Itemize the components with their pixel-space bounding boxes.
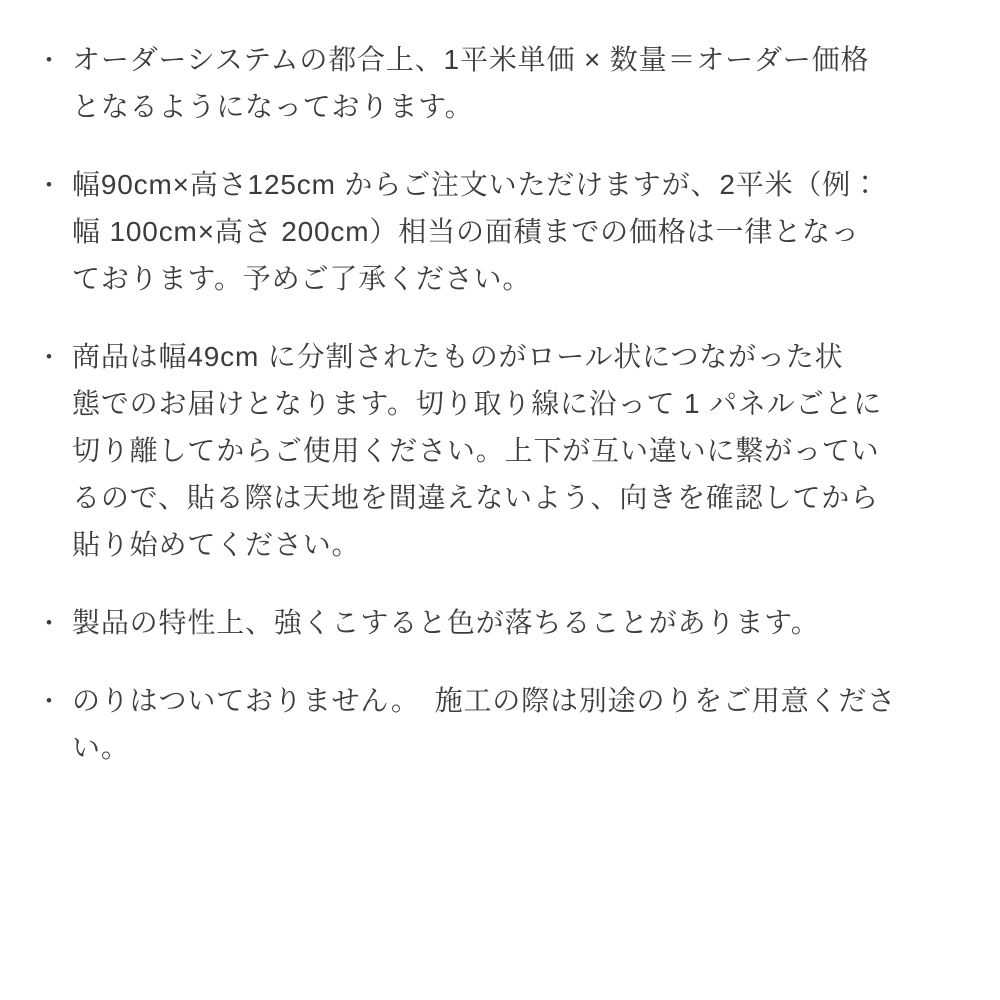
list-item	[46, 161, 960, 302]
list-item	[46, 677, 960, 771]
note-line: ております。予めご了承ください。	[72, 263, 532, 294]
list-item	[46, 333, 960, 568]
note-line: 切り離してからご使用ください。上下が互い違いに繋がってい	[72, 435, 880, 466]
note-line: オーダーシステムの都合上、1平米単価 × 数量＝オーダー価格	[72, 44, 870, 75]
note-text	[72, 333, 960, 568]
note-line: 態でのお届けとなります。切り取り線に沿って 1 パネルごとに	[72, 388, 883, 419]
note-text	[72, 677, 960, 771]
bullet-icon: •	[46, 50, 52, 69]
note-line: 幅 100cm×高さ 200cm）相当の面積までの価格は一律となっ	[72, 216, 860, 247]
bullet-icon: •	[46, 613, 52, 632]
list-item	[46, 599, 960, 646]
note-line: のりはついておりません。 施工の際は別途のりをご用意くださ	[72, 685, 897, 716]
list-item	[46, 36, 960, 130]
note-line: 商品は幅49cm に分割されたものがロール状につながった状	[72, 341, 844, 372]
bullet-icon: •	[46, 175, 52, 194]
note-text	[72, 599, 960, 646]
note-line: 製品の特性上、強くこすると色が落ちることがあります。	[72, 607, 820, 638]
bullet-icon: •	[46, 691, 52, 710]
note-line: 幅90cm×高さ125cm からご注文いただけますが、2平米（例：	[72, 169, 880, 200]
note-line: 貼り始めてください。	[72, 529, 361, 560]
note-text	[72, 36, 960, 130]
note-line: となるようになっております。	[72, 91, 474, 122]
note-text	[72, 161, 960, 302]
bullet-icon: •	[46, 347, 52, 366]
note-line: るので、貼る際は天地を間違えないよう、向きを確認してから	[72, 482, 879, 513]
note-line: い。	[72, 732, 130, 763]
